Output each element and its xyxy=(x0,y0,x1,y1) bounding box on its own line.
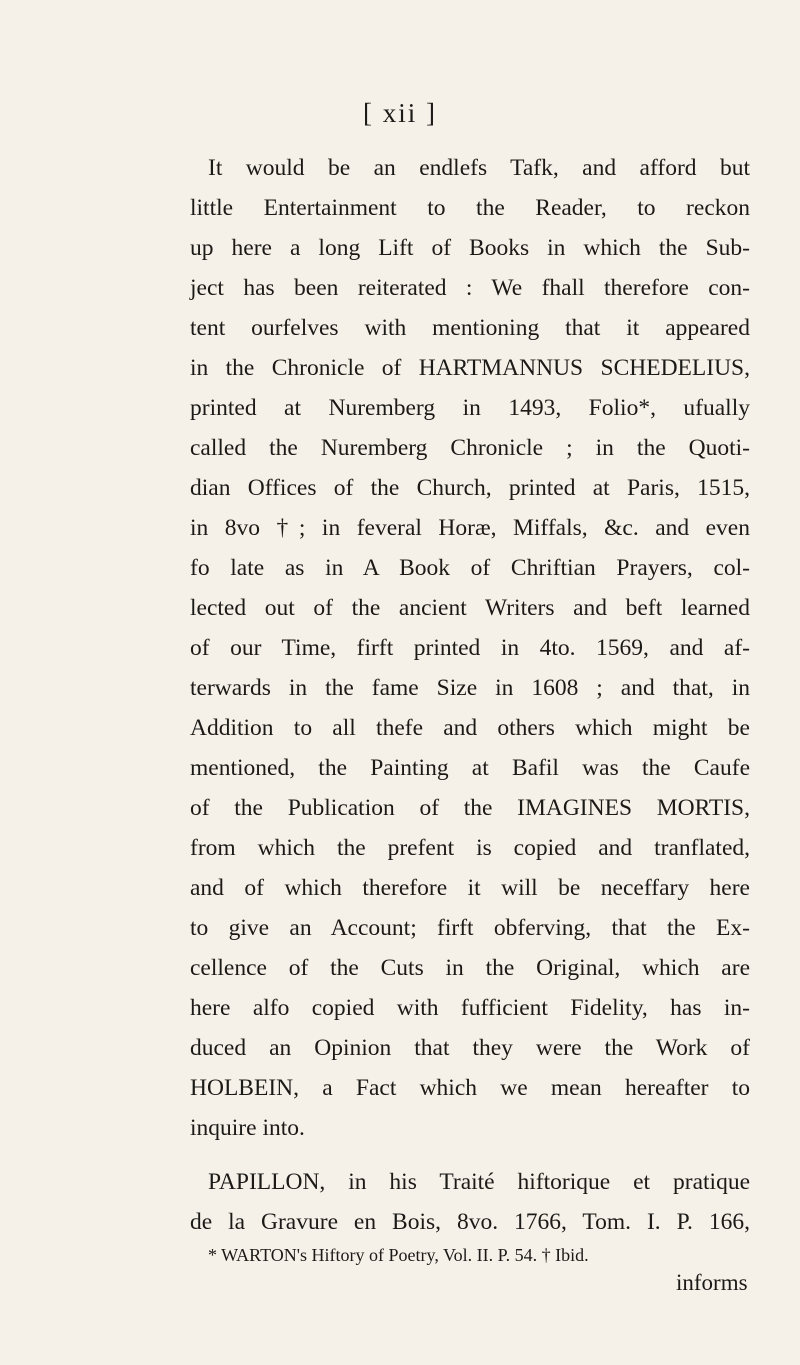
text-line: tent ourfelves with mentioning that it appeared xyxy=(190,315,750,341)
catchword: informs xyxy=(676,1270,748,1295)
text-line: called the Nuremberg Chronicle ; in the Quoti- xyxy=(190,435,750,461)
text-line: duced an Opinion that they were the Work of xyxy=(190,1035,750,1061)
text-line: PAPILLON, in his Traité hiftorique et pratique xyxy=(208,1169,750,1195)
text-line: ject has been reiterated : We fhall therefore con- xyxy=(190,275,750,301)
text-line: to give an Account; firft obferving, that the Ex- xyxy=(190,915,750,941)
text-line: up here a long Lift of Books in which the Sub- xyxy=(190,235,750,261)
text-line: here alfo copied with fufficient Fidelity, has in- xyxy=(190,995,750,1021)
text-line: inquire into. xyxy=(190,1115,305,1141)
text-line: in 8vo †; in feveral Horæ, Miffals, &c. and even xyxy=(190,515,750,541)
text-line: and of which therefore it will be neceffary here xyxy=(190,875,750,901)
text-line: dian Offices of the Church, printed at Paris, 1515, xyxy=(190,475,750,501)
footnote: * WARTON's Hiftory of Poetry, Vol. II. P. 54. † Ibid. xyxy=(208,1245,589,1265)
text-line: printed at Nuremberg in 1493, Folio*, ufually xyxy=(190,395,750,421)
text-line: mentioned, the Painting at Bafil was the Caufe xyxy=(190,755,750,781)
body-text xyxy=(190,148,750,1242)
text-line: cellence of the Cuts in the Original, which are xyxy=(190,955,750,981)
text-line: in the Chronicle of HARTMANNUS SCHEDELIUS, xyxy=(190,355,750,381)
text-line: fo late as in A Book of Chriftian Prayers, col- xyxy=(190,555,750,581)
text-line: of the Publication of the IMAGINES MORTIS, xyxy=(190,795,750,821)
page-number-header: [ xii ] xyxy=(363,98,437,128)
paragraph-2 xyxy=(190,1162,750,1242)
text-line: Addition to all thefe and others which might be xyxy=(190,715,750,741)
text-line: from which the prefent is copied and tranflated, xyxy=(190,835,750,861)
text-line: terwards in the fame Size in 1608 ; and that, in xyxy=(190,675,750,701)
text-line: of our Time, firft printed in 4to. 1569, and af- xyxy=(190,635,750,661)
text-line: lected out of the ancient Writers and beft learned xyxy=(190,595,750,621)
text-line: little Entertainment to the Reader, to reckon xyxy=(190,195,750,221)
text-line: de la Gravure en Bois, 8vo. 1766, Tom. I. P. 166, xyxy=(190,1209,750,1235)
text-line: It would be an endlefs Tafk, and afford but xyxy=(208,155,750,181)
text-line: HOLBEIN, a Fact which we mean hereafter to xyxy=(190,1075,750,1101)
paragraph-1 xyxy=(190,148,750,1148)
